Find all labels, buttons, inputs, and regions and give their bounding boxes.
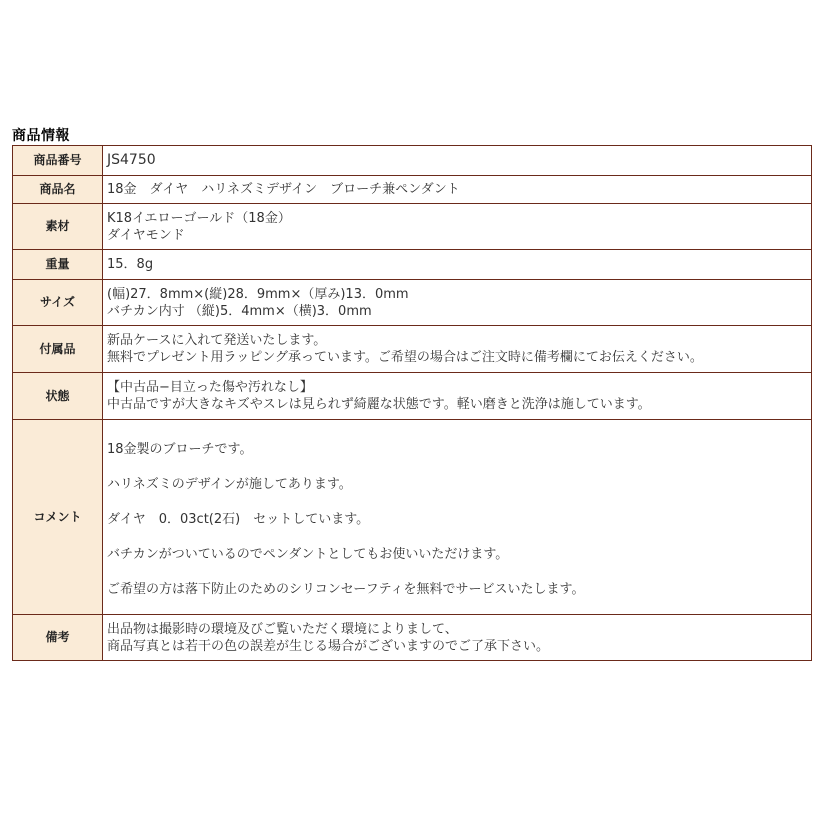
size-line-2: バチカン内寸 （縦)5．4mm×（横)3．0mm [107, 303, 372, 319]
value-material [103, 204, 812, 250]
row-weight [13, 250, 812, 280]
row-product-number [13, 146, 812, 176]
value-accessories [103, 326, 812, 373]
row-condition [13, 373, 812, 420]
row-size [13, 280, 812, 326]
label-weight: 重量 [13, 250, 103, 280]
label-notes: 備考 [13, 615, 103, 661]
condition-line-1: 【中古品−目立った傷や汚れなし】 [107, 380, 313, 395]
label-product-name: 商品名 [13, 176, 103, 204]
value-comment [103, 420, 812, 615]
comment-line-5: ご希望の方は落下防止のためのシリコンセーフティを無料でサービスいたします。 [107, 581, 585, 597]
section-title: 商品情報 [12, 128, 70, 144]
row-product-name [13, 176, 812, 204]
accessories-line-2: 無料でプレゼント用ラッピング承っています。ご希望の場合はご注文時に備考欄にてお伝えください。 [107, 350, 703, 365]
label-accessories: 付属品 [13, 326, 103, 373]
size-line-1: (幅)27．8mm×(縦)28．9mm×（厚み)13．0mm [107, 286, 409, 302]
label-size: サイズ [13, 280, 103, 326]
row-accessories [13, 326, 812, 373]
product-info-table [12, 145, 812, 661]
row-material [13, 204, 812, 250]
notes-line-1: 出品物は撮影時の環境及びご覧いただく環境によりまして、 [107, 621, 458, 637]
material-line-1: K18イエローゴールド（18金） [107, 210, 291, 226]
comment-line-3: ダイヤ 0．03ct(2石) セットしています。 [107, 511, 370, 527]
accessories-line-1: 新品ケースに入れて発送いたします。 [107, 333, 327, 348]
comment-line-2: ハリネズミのデザインが施してあります。 [107, 476, 352, 492]
label-product-number: 商品番号 [13, 146, 103, 176]
material-line-2: ダイヤモンド [107, 227, 185, 243]
label-material: 素材 [13, 204, 103, 250]
value-notes [103, 615, 812, 661]
value-weight: 15．8g [103, 250, 812, 280]
condition-line-2: 中古品ですが大きなキズやスレは見られず綺麗な状態です。軽い磨きと洗浄は施しています。 [107, 397, 651, 412]
label-condition: 状態 [13, 373, 103, 420]
row-comment [13, 420, 812, 615]
value-condition [103, 373, 812, 420]
value-product-number: JS4750 [103, 146, 812, 176]
value-product-name: 18金 ダイヤ ハリネズミデザイン ブローチ兼ペンダント [103, 176, 812, 204]
row-notes [13, 615, 812, 661]
value-size [103, 280, 812, 326]
comment-line-4: バチカンがついているのでペンダントとしてもお使いいただけます。 [107, 546, 509, 562]
comment-line-1: 18金製のブローチです。 [107, 441, 253, 457]
notes-line-2: 商品写真とは若干の色の誤差が生じる場合がございますのでご了承下さい。 [107, 638, 550, 654]
label-comment: コメント [13, 420, 103, 615]
